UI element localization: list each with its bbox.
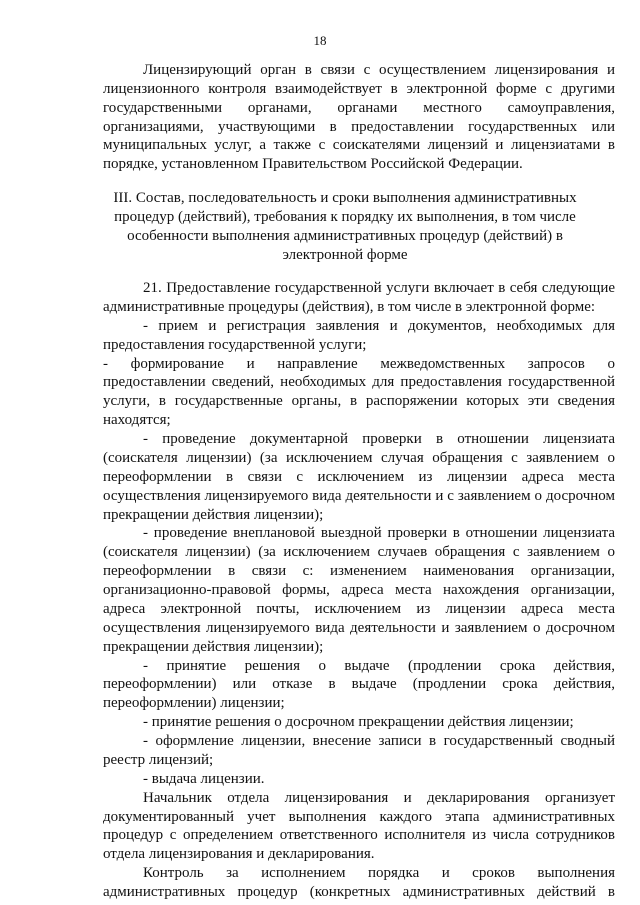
page-number: 18	[313, 33, 327, 48]
list-item-line: прекращении действия лицензии);	[103, 638, 324, 655]
section-heading-line: процедур (действий), требования к порядку их выполнения, в том числе	[114, 209, 576, 226]
text-line: муниципальных услуг, а также с соискателями лицензий и лицензиатами в	[103, 137, 615, 154]
text-line: Контроль за исполнением порядка и сроков выполнения	[143, 865, 615, 882]
text-line: организациями, участвующими в предоставлении государственных или	[103, 118, 615, 135]
text-line: Лицензирующий орган в связи с осуществлением лицензирования и	[143, 62, 615, 78]
list-item-line: (соискателя лицензии) (за исключением случая обращения с заявлением о	[103, 449, 615, 466]
text-line: 21. Предоставление государственной услуги включает в себя следующие	[143, 280, 615, 296]
section-heading-line: особенности выполнения административных процедур (действий) в	[127, 228, 563, 245]
list-item-line: осуществления лицензируемого вида деятельности и с заявлением о досрочном	[103, 487, 615, 504]
list-item-line: - формирование и направление межведомственных запросов о	[103, 355, 615, 372]
list-item-line: - принятие решения о выдаче (продлении срока действия,	[143, 657, 615, 674]
list-item-line: - выдача лицензии.	[143, 770, 265, 787]
text-line: лицензионного контроля взаимодействует в электронной форме с другими	[103, 80, 615, 97]
list-item-line: организационно-правовой формы, адреса места нахождения организации,	[103, 582, 615, 598]
list-item-line: переоформлении в связи с: изменением наименования организации,	[103, 563, 615, 580]
text-line: Начальник отдела лицензирования и декларирования организует	[143, 789, 615, 806]
list-item-line: переоформлении в связи с исключением из лицензии адреса места	[103, 468, 615, 485]
text-line: документированный учет выполнения каждого этапа административных	[103, 808, 615, 825]
list-item-line: - оформление лицензии, внесение записи в государственный сводный	[143, 733, 615, 749]
list-item-line: переоформлении) или отказе в выдаче (продлении срока действия,	[103, 676, 615, 693]
list-item-line: находятся;	[103, 412, 171, 429]
text-line: отдела лицензирования и декларирования.	[103, 846, 375, 863]
list-item-line: реестр лицензий;	[103, 751, 214, 768]
list-item-line: - прием и регистрация заявления и документов, необходимых для	[143, 317, 615, 334]
list-item-line: предоставлении сведений, необходимых для предоставления государственной	[103, 374, 615, 391]
list-item-line: осуществления лицензируемого вида деятельности и заявлением о досрочном	[103, 619, 615, 636]
list-item-line: переоформлении) лицензии;	[103, 695, 285, 712]
list-item-line: адреса электронной почты, исключением из лицензии адреса места	[103, 600, 615, 617]
list-item-line: - принятие решения о досрочном прекращении действия лицензии;	[143, 714, 574, 731]
text-line: административные процедуры (действия), в том числе в электронной форме:	[103, 298, 596, 315]
section-heading-line: III. Состав, последовательность и сроки выполнения административных	[113, 190, 577, 207]
text-line: административных процедур (конкретных административных действий в	[103, 884, 615, 900]
list-item-line: (соискателя лицензии) (за исключением случаев обращения с заявлением о	[103, 544, 615, 561]
text-line: государственными органами, органами местного самоуправления,	[103, 99, 615, 116]
list-item-line: - проведение внеплановой выездной проверки в отношении лицензиата	[143, 525, 615, 542]
text-line: порядке, установленном Правительством Российской Федерации.	[103, 156, 523, 173]
list-item-line: - проведение документарной проверки в отношении лицензиата	[143, 431, 615, 447]
text-line: процедур с определением ответственного исполнителя из числа сотрудников	[103, 827, 615, 844]
list-item-line: прекращении действия лицензии);	[103, 506, 324, 523]
list-item-line: предоставления государственной услуги;	[103, 336, 367, 353]
list-item-line: услуги, в государственные органы, в распоряжении которых эти сведения	[103, 393, 615, 410]
section-heading-line: электронной форме	[282, 246, 408, 263]
